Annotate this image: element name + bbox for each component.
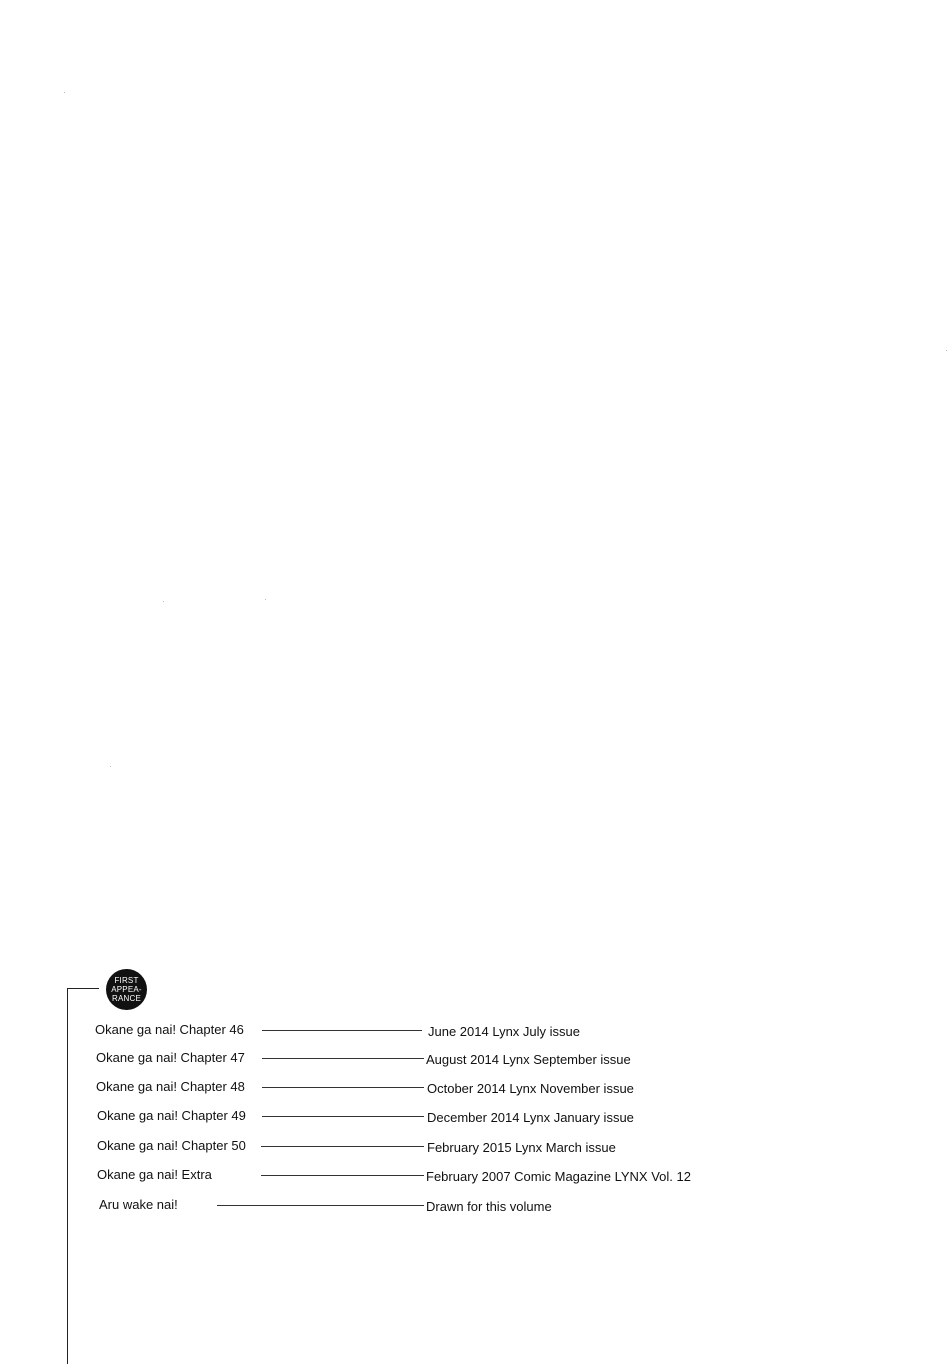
appearance-entry (96, 1049, 696, 1067)
bracket-line-vertical (67, 988, 68, 1364)
entry-title: Okane ga nai! Chapter 50 (97, 1138, 246, 1153)
scan-speck (265, 599, 266, 600)
entry-source: October 2014 Lynx November issue (427, 1081, 634, 1096)
appearance-entry (97, 1137, 697, 1155)
entry-source: June 2014 Lynx July issue (428, 1024, 581, 1039)
entry-title: Okane ga nai! Chapter 47 (96, 1050, 245, 1065)
bracket-line-horizontal (67, 988, 99, 989)
leader-line (217, 1205, 424, 1206)
appearance-entry (97, 1107, 697, 1125)
entry-source: February 2015 Lynx March issue (427, 1140, 616, 1155)
badge-line: FIRST (114, 976, 139, 985)
entry-source: Drawn for this volume (426, 1199, 552, 1214)
leader-line (262, 1116, 424, 1117)
badge-line: APPEA- (111, 985, 142, 994)
entry-source: February 2007 Comic Magazine LYNX Vol. 12 (426, 1169, 691, 1184)
entry-title: Aru wake nai! (99, 1197, 178, 1212)
entry-title: Okane ga nai! Chapter 49 (97, 1108, 246, 1123)
entry-source: December 2014 Lynx January issue (427, 1110, 634, 1125)
entry-source: August 2014 Lynx September issue (426, 1052, 631, 1067)
appearance-entry (96, 1078, 696, 1096)
leader-line (262, 1087, 424, 1088)
scan-speck (110, 766, 111, 767)
appearance-entry (97, 1166, 707, 1184)
scan-speck (64, 92, 65, 93)
first-appearance-badge (106, 969, 147, 1010)
leader-line (262, 1058, 424, 1059)
entry-title: Okane ga nai! Extra (97, 1167, 212, 1182)
entry-title: Okane ga nai! Chapter 48 (96, 1079, 245, 1094)
appearance-entry (95, 1021, 695, 1039)
entry-title: Okane ga nai! Chapter 46 (95, 1022, 244, 1037)
scan-speck (163, 601, 164, 602)
leader-line (261, 1175, 424, 1176)
appearance-entry (99, 1196, 699, 1214)
badge-line: RANCE (111, 994, 141, 1003)
leader-line (262, 1030, 422, 1031)
scan-speck (946, 350, 947, 351)
leader-line (261, 1146, 424, 1147)
